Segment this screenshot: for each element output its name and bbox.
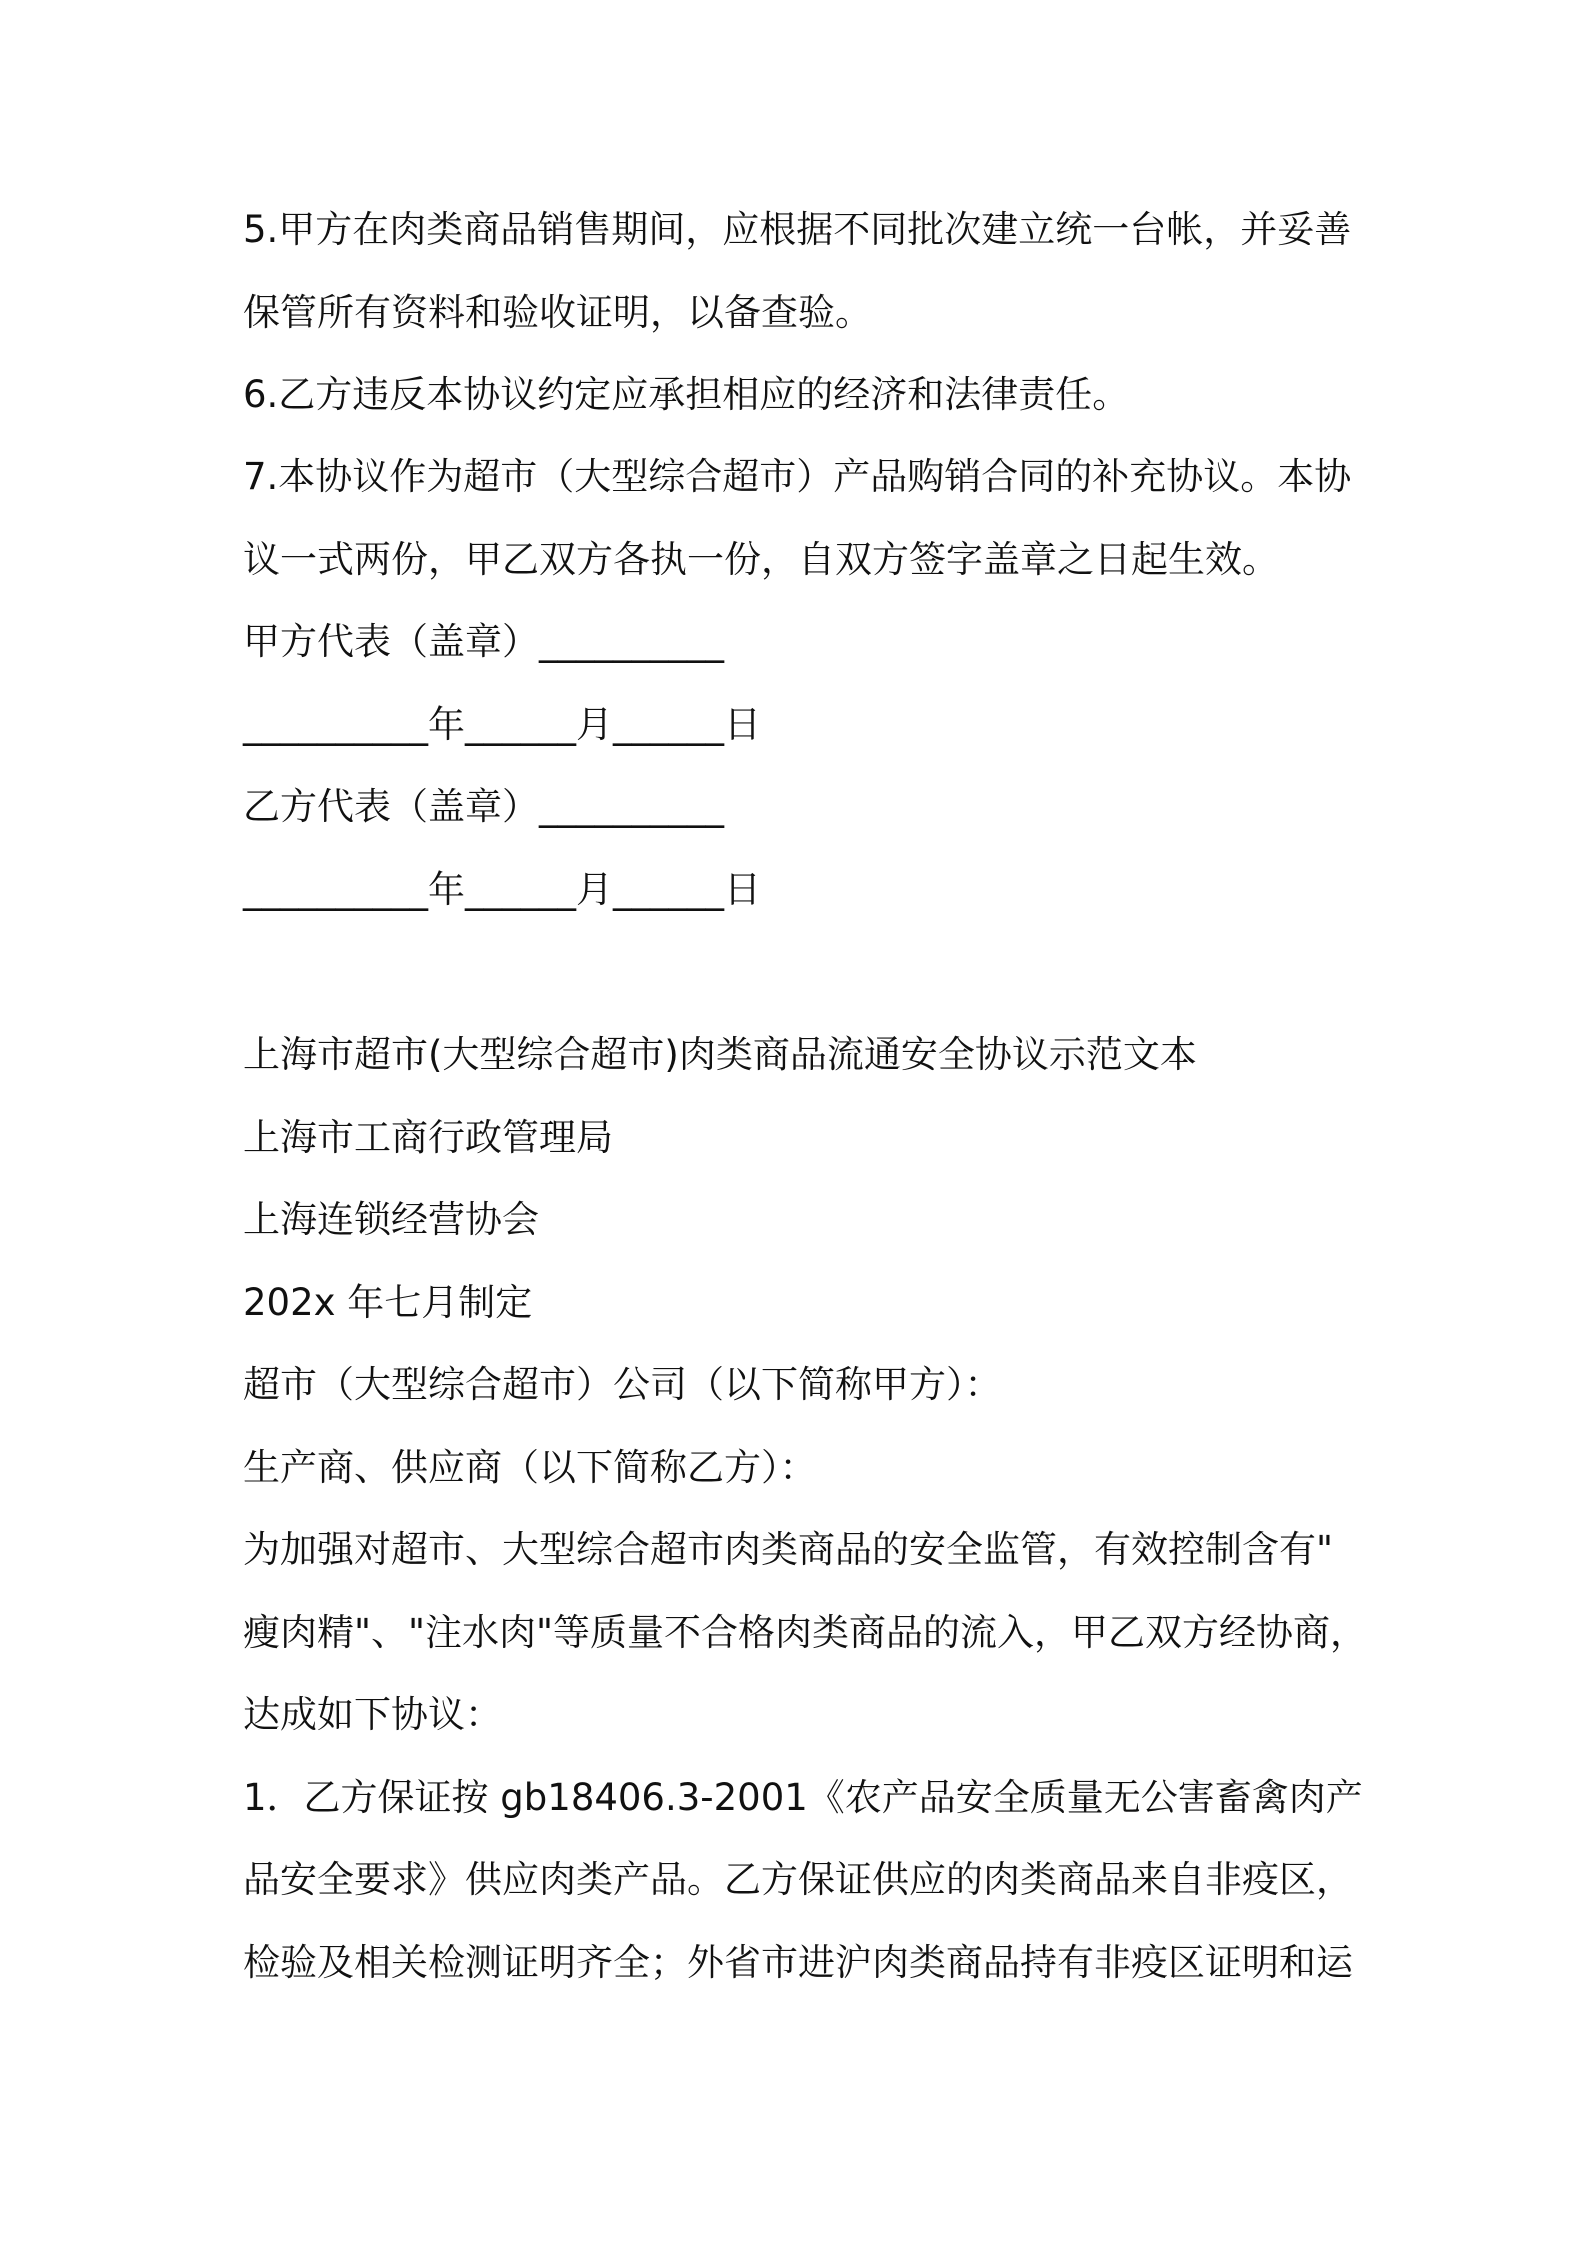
clause-1-line-3: 检验及相关检测证明齐全；外省市进沪肉类商品持有非疫区证明和运 [243,1941,1353,1984]
document-title: 上海市超市(大型综合超市)肉类商品流通安全协议示范文本 [243,1033,1197,1076]
clause-1-line-2: 品安全要求》供应肉类产品。乙方保证供应的肉类商品来自非疫区， [243,1858,1353,1901]
party-a-signature-line: 甲方代表（盖章）__________ [243,620,724,663]
clause-1-line-1: 1．乙方保证按 gb18406.3-2001《农产品安全质量无公害畜禽肉产 [243,1776,1363,1819]
party-b-signature-line: 乙方代表（盖章）__________ [243,785,724,828]
issuer-line-2: 上海连锁经营协会 [243,1198,539,1241]
party-a-date-line: __________年______月______日 [243,703,761,746]
preamble-line-1: 为加强对超市、大型综合超市肉类商品的安全监管，有效控制含有" [243,1528,1334,1571]
preamble-line-3: 达成如下协议： [243,1693,502,1736]
issuer-line-1: 上海市工商行政管理局 [243,1116,613,1159]
party-a-intro-line: 超市（大型综合超市）公司（以下简称甲方）： [243,1363,1002,1406]
clause-5-line-2: 保管所有资料和验收证明，以备查验。 [243,291,872,334]
date-made-line: 202x 年七月制定 [243,1281,533,1324]
party-b-intro-line: 生产商、供应商（以下简称乙方）： [243,1446,817,1489]
clause-7-line-2: 议一式两份，甲乙双方各执一份，自双方签字盖章之日起生效。 [243,538,1279,581]
party-b-date-line: __________年______月______日 [243,868,761,911]
clause-6-line: 6.乙方违反本协议约定应承担相应的经济和法律责任。 [243,373,1130,416]
clause-7-line-1: 7.本协议作为超市（大型综合超市）产品购销合同的补充协议。本协 [243,455,1352,498]
clause-5-line-1: 5.甲方在肉类商品销售期间，应根据不同批次建立统一台帐，并妥善 [243,208,1352,251]
preamble-line-2: 瘦肉精"、"注水肉"等质量不合格肉类商品的流入，甲乙双方经协商， [243,1611,1368,1654]
